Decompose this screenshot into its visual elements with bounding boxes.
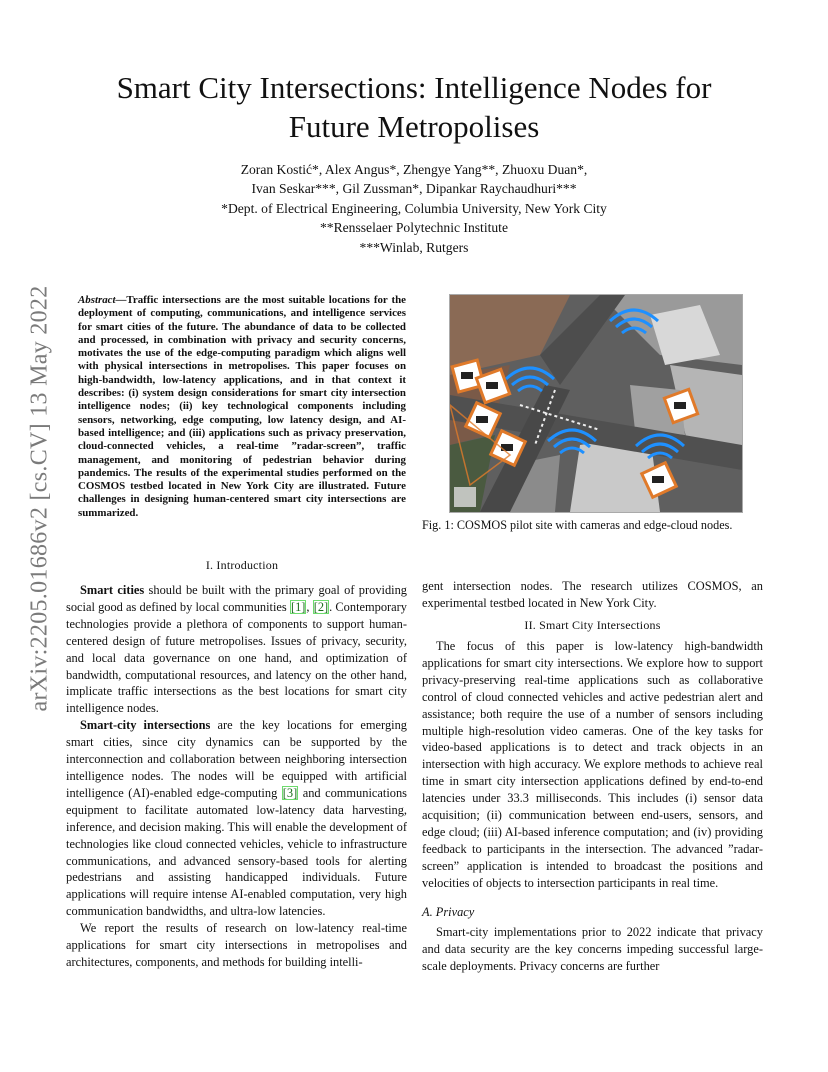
abstract-label: Abstract: [78, 294, 116, 306]
section-heading-smart-city: II. Smart City Intersections: [524, 618, 661, 632]
affiliation-3: ***Winlab, Rutgers: [359, 239, 469, 255]
paragraph: We report the results of research on low-latency real-time applications for smart city intersections in metropolises and architectures, components, and methods for building intelli-: [66, 921, 407, 969]
aerial-photo: [450, 295, 742, 512]
affiliation-1: *Dept. of Electrical Engineering, Columbia University, New York City: [221, 200, 607, 216]
figure-cosmos-site: [449, 294, 743, 513]
arxiv-stamp[interactable]: arXiv:2205.01686v2 [cs.CV] 13 May 2022: [26, 285, 53, 712]
author-block: [100, 160, 728, 257]
section-heading-intro: I. Introduction: [205, 558, 279, 572]
abstract-text: —Traffic intersections are the most suitable locations for the deployment of computing, communications, and intelligence services for smart cities of the future. The abundance of data to be collected and processed, in combination with privacy and security concerns, motivates the use of the edge-computing paradigm which aligns well with physical intersections in metropolises. This paper focuses on high-bandwidth, low-latency applications, and in that context it describes: (i) system design considerations for smart city intersection intelligence nodes; (ii) key technological components including sensors, networking, edge computing, low latency design, and AI-based intelligence; and (iii) applications such as privacy preservation, cloud-connected vehicles, a real-time ”radar-screen”, traffic management, and monitoring of pedestrian behavior during pandemics. The results of the experimental studies performed on the COSMOS testbed located in New York City are illustrated. Future challenges in designing human-centered smart city intersections are summarized.: [78, 294, 406, 519]
figure-caption: Fig. 1: COSMOS pilot site with cameras and edge-cloud nodes.: [422, 518, 733, 532]
authors-line-1: Zoran Kostić*, Alex Angus*, Zhengye Yang**, Zhuoxu Duan*,: [240, 162, 588, 177]
paragraph: Smart-city implementations prior to 2022 indicate that privacy and data security are the key concerns impeding successful large-scale deployments. Privacy concerns are further: [422, 925, 763, 973]
citation-link[interactable]: [2]: [313, 599, 329, 614]
title-line-2: Future Metropolises: [288, 109, 540, 144]
authors-line-2: Ivan Seskar***, Gil Zussman*, Dipankar Raychaudhuri***: [251, 181, 577, 197]
right-column: [422, 578, 763, 612]
affiliation-2: **Rensselaer Polytechnic Institute: [319, 220, 508, 236]
subsection-heading-privacy: A. Privacy: [422, 905, 475, 919]
citation-link[interactable]: [1]: [290, 599, 306, 614]
paragraph: Smart cities should be built with the primary goal of providing social good as defined by local communities [1], [2]. Contemporary technologies provide a plethora of components to support human-centered design of future metropolises. Issues of privacy, security, and local data governance on one hand, and optimization of bandwidth, computational resources, and latency on the other hand, implicate traffic intersections as the best locations for smart city intelligence nodes.: [66, 583, 407, 716]
bold-term: Smart-city intersections: [80, 718, 211, 733]
paper-title: [60, 68, 768, 146]
section2-body: [422, 638, 763, 892]
citation-link[interactable]: [3]: [282, 785, 298, 800]
title-line-1: Smart City Intersections: Intelligence Nodes for: [116, 70, 712, 105]
intro-column: [66, 582, 407, 971]
paragraph: Smart-city intersections are the key locations for emerging smart cities, since city dynamics can be supported by the interconnection and collaboration between neighboring intersection intelligence nodes. The nodes will be equipped with artificial intelligence (AI)-enabled edge-computing [3] and communications equipment to facilitate automated low-latency data harvesting, inference, and decision making. This will enable the development of technologies like cloud connected vehicles, vehicle to infrastructure communications, and advanced sensory-based tools for alerting pedestrians and assisting handicapped individuals. Future applications will require intense AI-enabled computation, very high communication bandwidths, and ultra-low latencies.: [66, 718, 407, 919]
paragraph: gent intersection nodes. The research utilizes COSMOS, an experimental testbed located in New York City.: [422, 579, 763, 610]
abstract: [78, 294, 406, 520]
paragraph: The focus of this paper is low-latency high-bandwidth applications for smart city intersections. We explore how to support privacy-preserving real-time applications such as collaborative control of cloud connected vehicles and active pedestrian alert and assistance; both require the use of a number of sensors including multiple high-resolution video cameras. One of the key tasks for video-based applications is to detect and track objects in an intersection with high accuracy. We explore methods to achieve real time in smart city intersection applications defined by end-to-end latencies under 33.3 milliseconds. This includes (i) sensor data acquisition; (ii) communication between end-users, sensors, and edge cloud; (iii) AI-based inference computation; and (iv) providing feedback to participants in the intersection. The advanced ”radar-screen” application is intended to broadcast the positions and velocities of objects to intersection participants in real time.: [422, 639, 763, 890]
bold-term: Smart cities: [80, 583, 145, 597]
privacy-body: [422, 924, 763, 975]
